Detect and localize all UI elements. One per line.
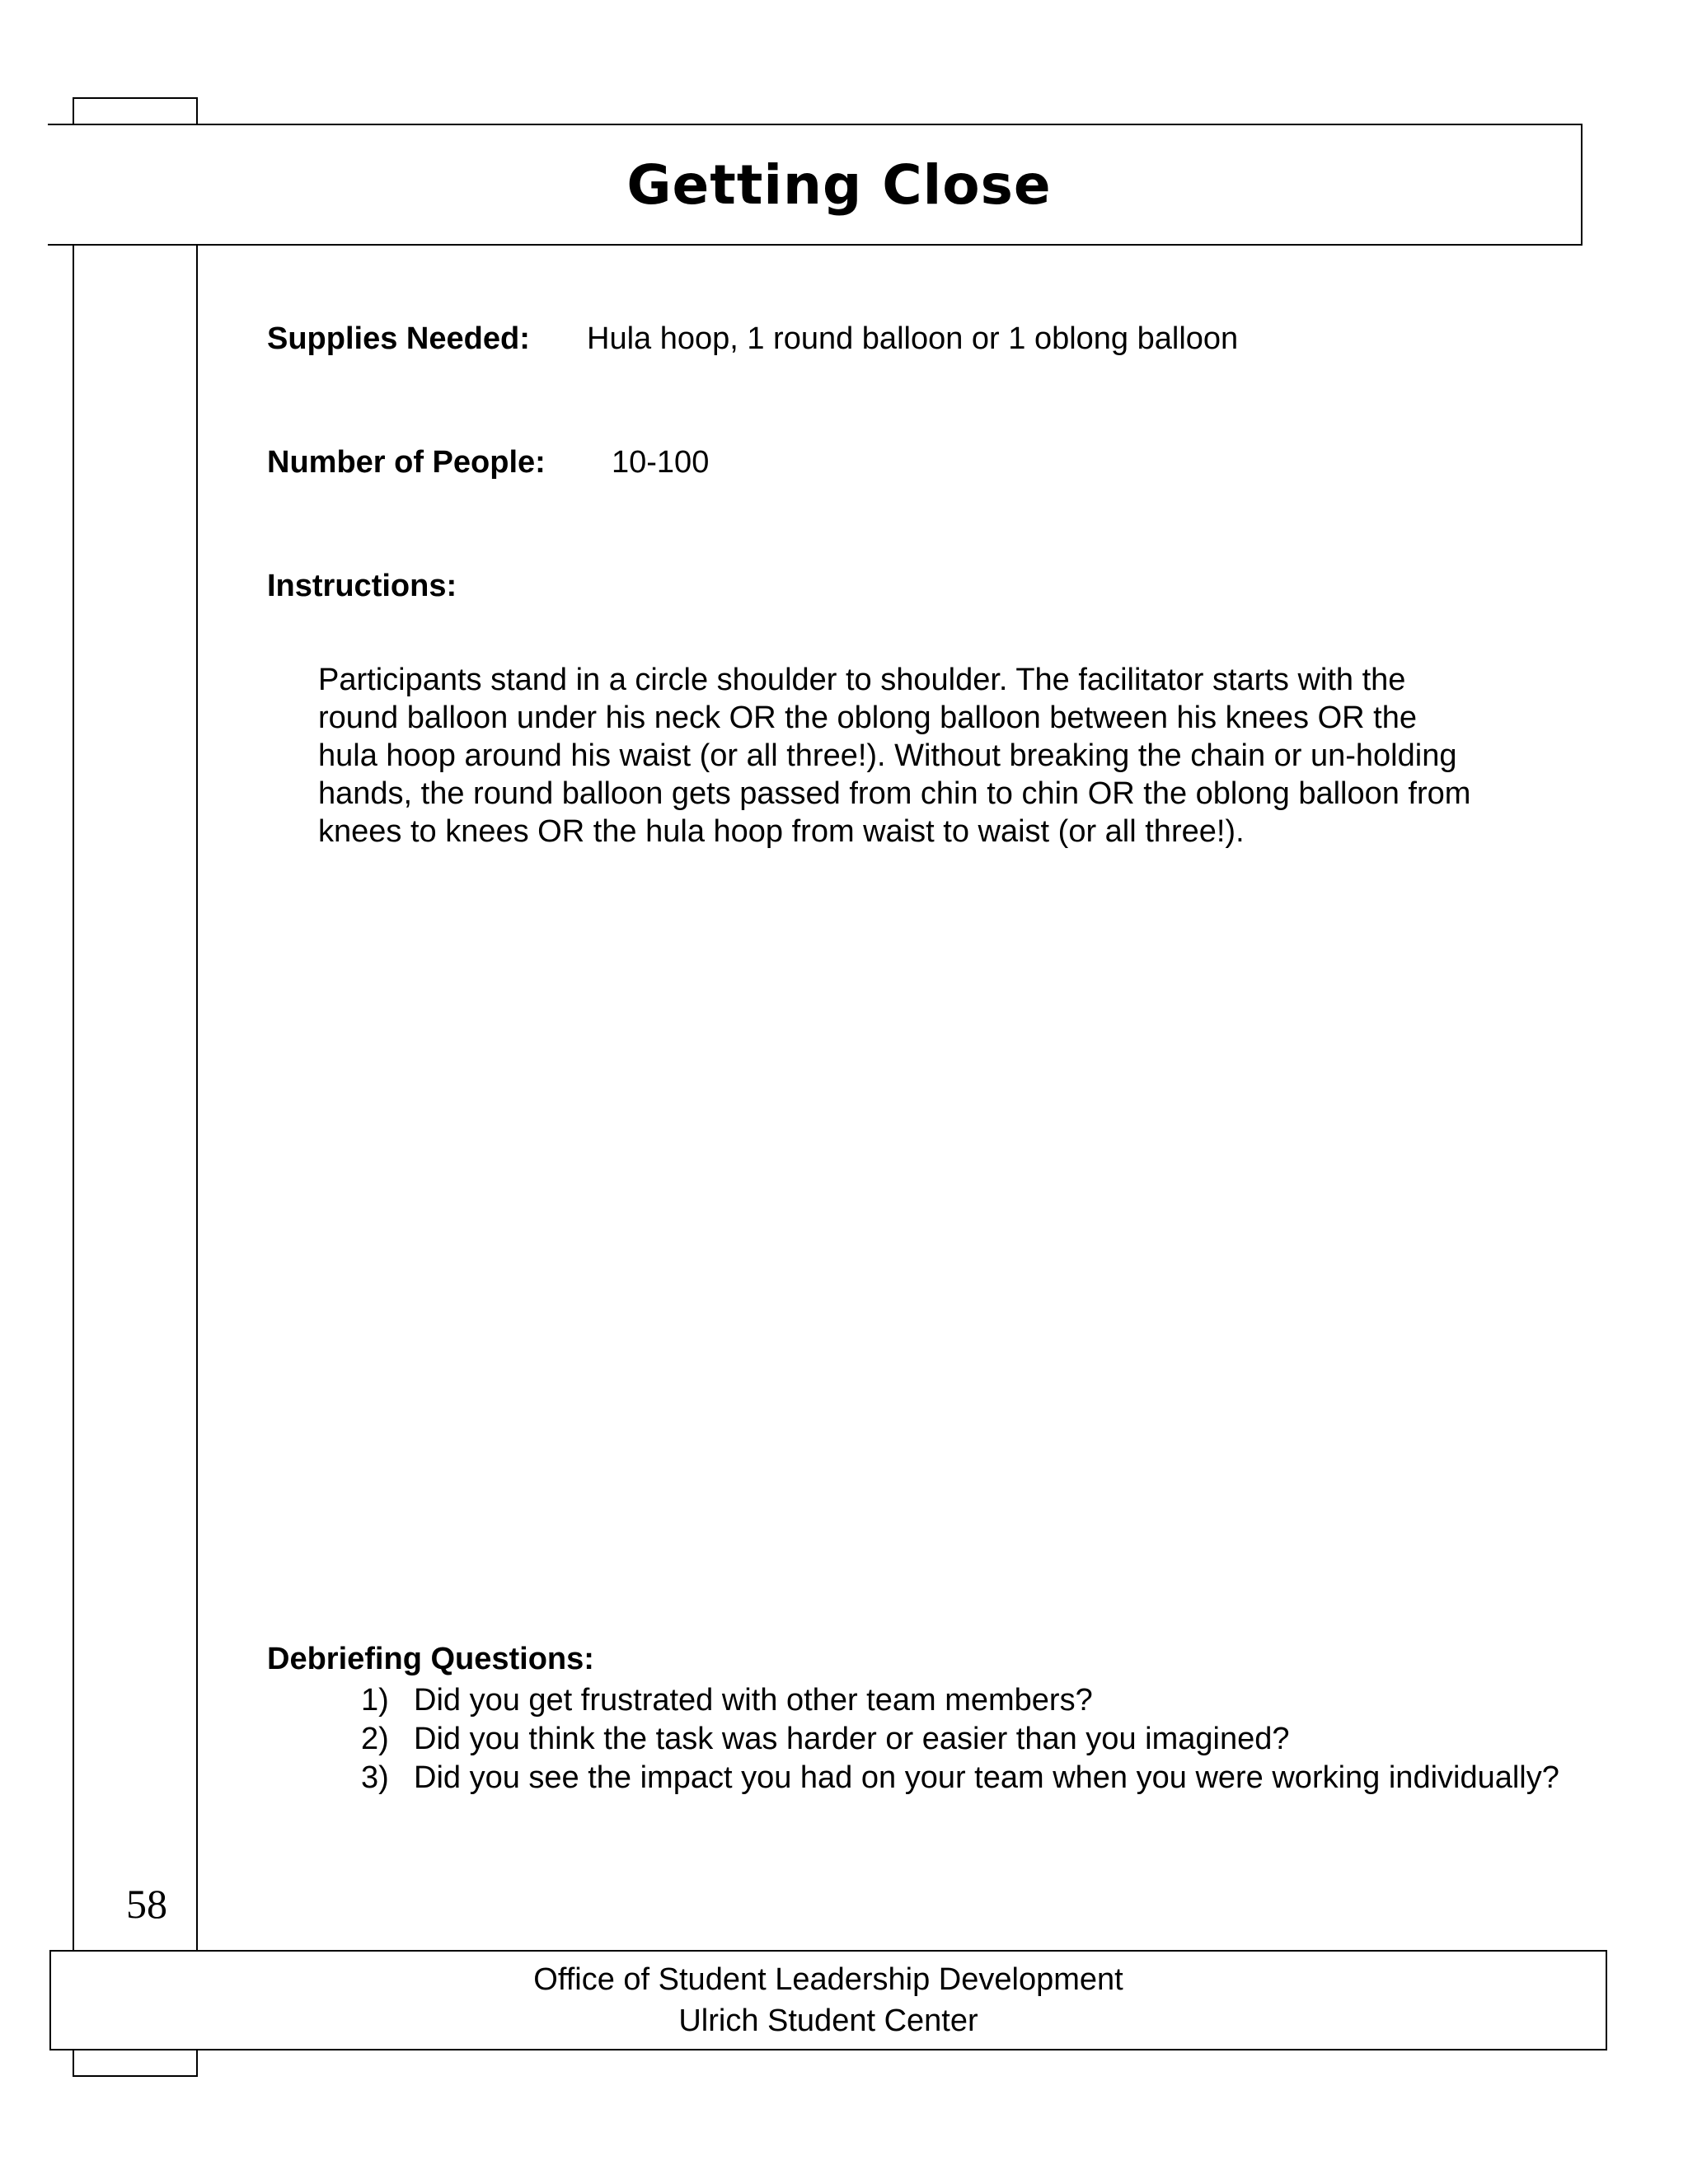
- frame-bottom-tab-left: [73, 2050, 74, 2077]
- frame-right-tab-edge: [196, 97, 198, 124]
- list-item-text: Did you get frustrated with other team members?: [414, 1683, 1093, 1718]
- instructions-label: Instructions:: [267, 569, 457, 603]
- page-title: Getting Close: [626, 152, 1052, 217]
- debriefing-list: [361, 1681, 1564, 1797]
- footer: [49, 1950, 1607, 2050]
- supplies-label: Supplies Needed:: [267, 321, 530, 356]
- list-item-number: 2): [361, 1722, 389, 1756]
- instructions-paragraph: [318, 661, 1563, 851]
- people-label: Number of People:: [267, 445, 546, 480]
- list-item: [361, 1720, 1564, 1759]
- frame-left-column-outer: [73, 246, 74, 1950]
- frame-bottom-tab-right: [196, 2050, 198, 2077]
- footer-location: Ulrich Student Center: [678, 2004, 978, 2038]
- instructions-line: round balloon under his neck OR the oblong balloon between his knees OR the: [318, 701, 1417, 735]
- list-item-text: Did you see the impact you had on your team when you were working individually?: [414, 1760, 1559, 1795]
- frame-bottom-tab-line: [73, 2075, 198, 2077]
- list-item-number: 1): [361, 1683, 389, 1718]
- debriefing-label: Debriefing Questions:: [267, 1642, 594, 1676]
- instructions-line: Participants stand in a circle shoulder to shoulder. The facilitator starts with the: [318, 663, 1406, 697]
- frame-top-tab-line: [73, 97, 198, 99]
- list-item-text: Did you think the task was harder or easier than you imagined?: [414, 1722, 1290, 1756]
- list-item-number: 3): [361, 1760, 389, 1795]
- list-item: [361, 1759, 1564, 1797]
- frame-left-tab-edge: [73, 97, 74, 124]
- people-value: 10-100: [612, 445, 710, 480]
- title-box: [48, 124, 1582, 246]
- supplies-value: Hula hoop, 1 round balloon or 1 oblong balloon: [587, 321, 1239, 356]
- instructions-line: hula hoop around his waist (or all three!). Without breaking the chain or un-holding: [318, 738, 1457, 773]
- instructions-line: knees to knees OR the hula hoop from waist to waist (or all three!).: [318, 814, 1245, 849]
- list-item: [361, 1681, 1564, 1720]
- page-number: 58: [126, 1881, 167, 1927]
- frame-left-column-inner: [196, 246, 198, 1950]
- instructions-line: hands, the round balloon gets passed from chin to chin OR the oblong balloon from: [318, 776, 1471, 811]
- footer-office: Office of Student Leadership Development: [533, 1962, 1123, 1997]
